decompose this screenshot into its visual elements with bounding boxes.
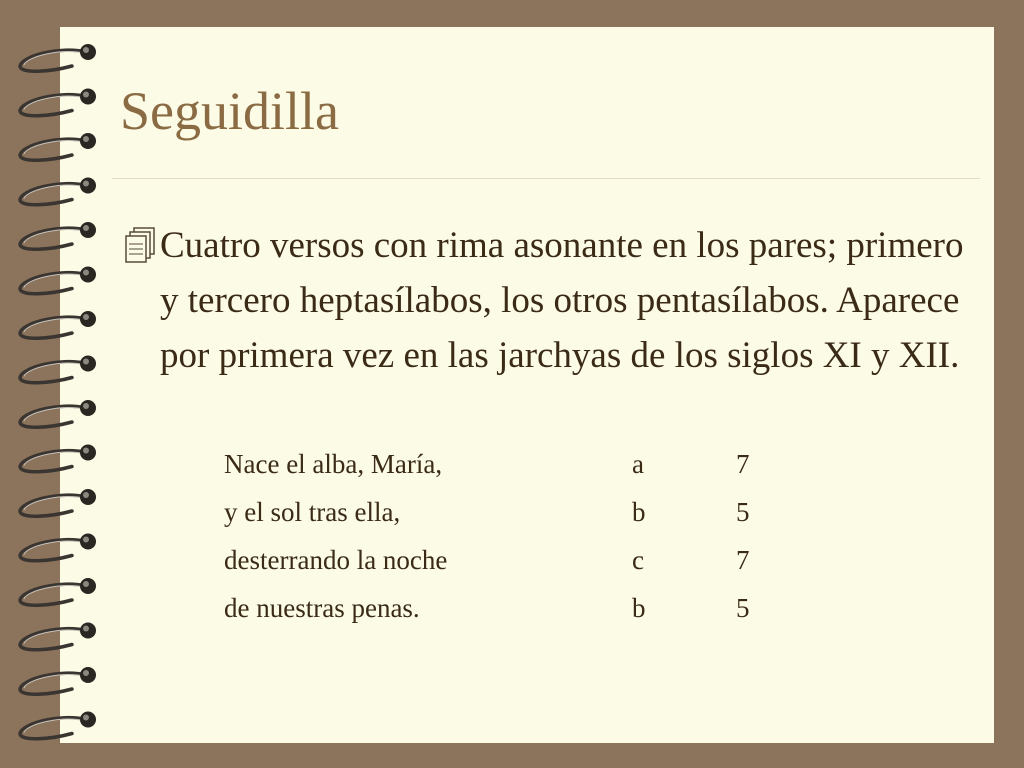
binding-ring bbox=[20, 489, 96, 516]
binding-ring bbox=[20, 44, 96, 71]
binding-ring bbox=[20, 400, 96, 427]
binding-ring bbox=[20, 578, 96, 605]
binding-ring bbox=[20, 311, 96, 338]
title-divider bbox=[112, 178, 980, 179]
verse-text: Nace el alba, María, bbox=[224, 448, 443, 479]
verse-syllables: 5 bbox=[736, 496, 750, 527]
verse-table bbox=[224, 440, 750, 632]
binding-ring bbox=[20, 667, 96, 694]
binding-ring bbox=[20, 356, 96, 383]
verse-rhyme: a bbox=[632, 448, 644, 479]
verse-rhyme: b bbox=[632, 592, 646, 623]
binding-ring bbox=[20, 534, 96, 561]
table-row bbox=[224, 536, 750, 584]
binding-ring bbox=[20, 222, 96, 249]
verse-text: y el sol tras ella, bbox=[224, 496, 401, 527]
binding-ring bbox=[20, 133, 96, 160]
binding-ring bbox=[20, 89, 96, 116]
binding-ring bbox=[20, 445, 96, 472]
binding-ring bbox=[20, 267, 96, 294]
bullet-text: Cuatro versos con rima asonante en los pares; primero y tercero heptasílabos, los otros pentasílabos. Aparece por primera vez en las jarchyas de los siglos XI y XII. bbox=[160, 225, 964, 376]
verse-text: desterrando la noche bbox=[224, 544, 448, 575]
verse-text: de nuestras penas. bbox=[224, 592, 420, 623]
table-row bbox=[224, 584, 750, 632]
verse-syllables: 7 bbox=[736, 544, 750, 575]
verse-syllables: 7 bbox=[736, 448, 750, 479]
binding-ring bbox=[20, 712, 96, 739]
slide-title: Seguidilla bbox=[120, 81, 339, 141]
binding-ring bbox=[20, 178, 96, 205]
verse-rhyme: b bbox=[632, 496, 646, 527]
binding-ring bbox=[20, 623, 96, 650]
verse-syllables: 5 bbox=[736, 592, 750, 623]
notepad-icon bbox=[124, 226, 158, 264]
spiral-binding-icon bbox=[0, 0, 110, 768]
verse-rhyme: c bbox=[632, 544, 644, 575]
table-row bbox=[224, 440, 750, 488]
table-row bbox=[224, 488, 750, 536]
